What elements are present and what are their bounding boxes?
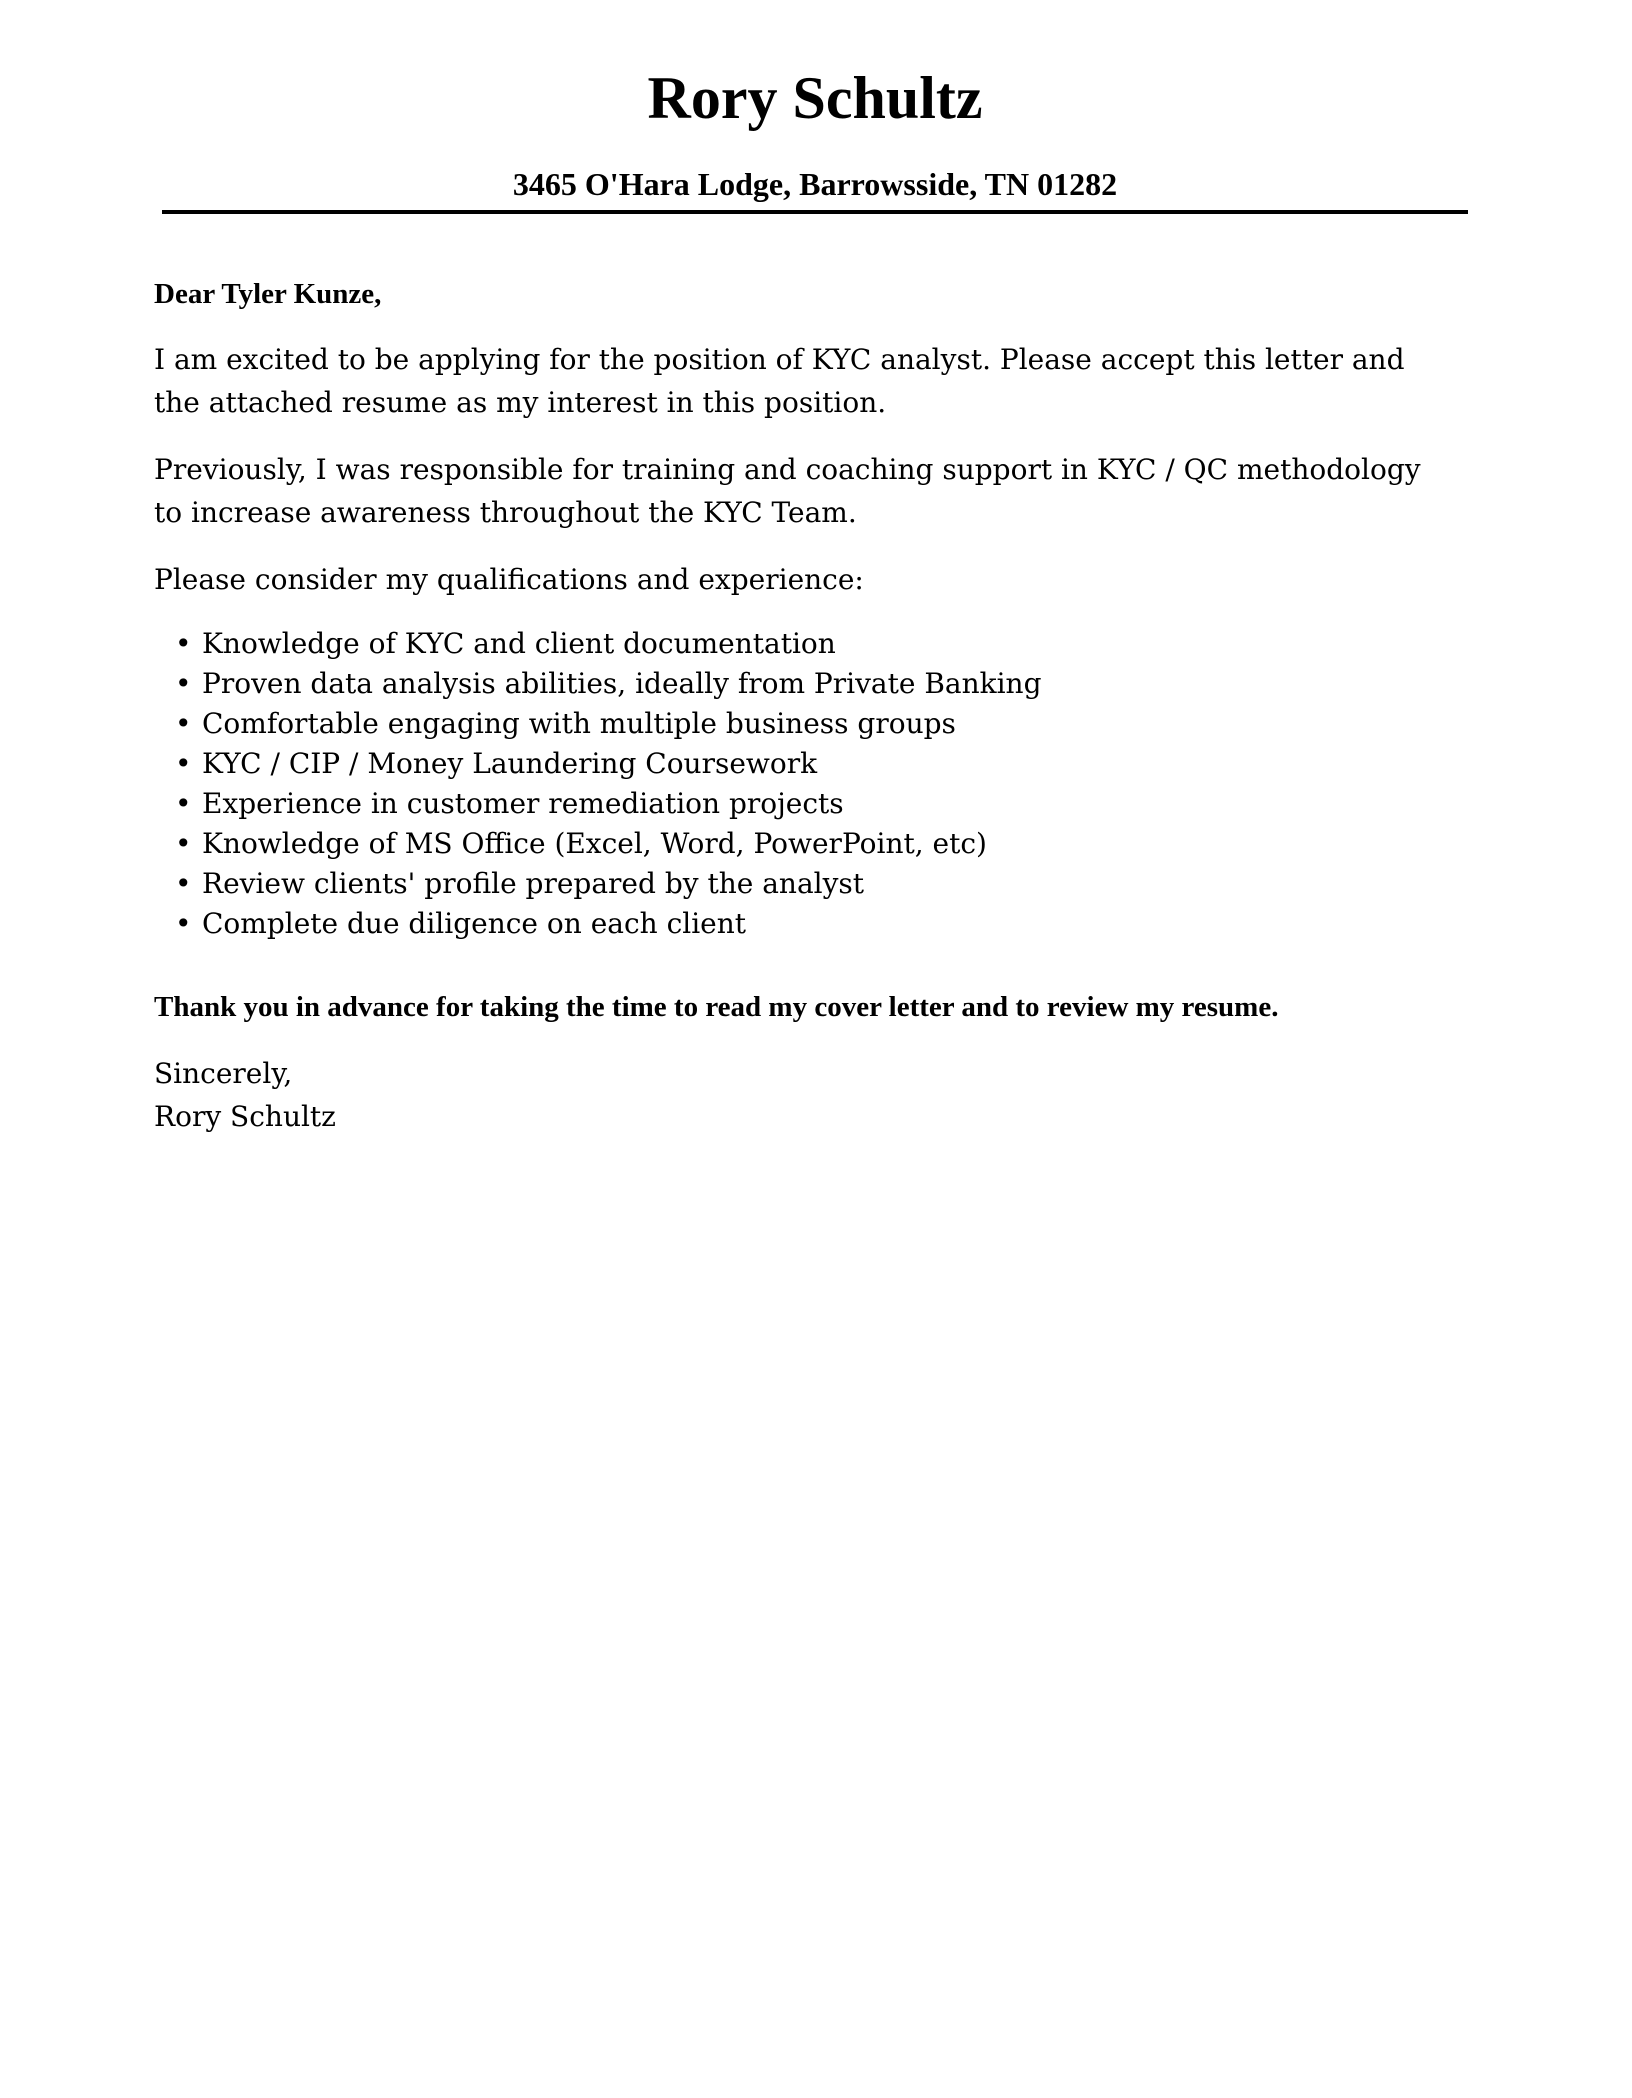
bullet-icon: • [175,627,192,660]
list-item [154,624,1454,664]
sender-name: Rory Schultz [647,65,983,131]
list-item-text: KYC / CIP / Money Laundering Coursework [202,747,818,780]
signature-name: Rory Schultz [154,1100,336,1133]
list-item-text: Knowledge of KYC and client documentation [202,627,836,660]
qualifications-intro: Please consider my qualifications and experience: [154,563,864,596]
thank-you-line: Thank you in advance for taking the time to read my cover letter and to review my resume. [154,991,1279,1023]
bullet-icon: • [175,827,192,860]
list-item [154,864,1454,904]
bullet-icon: • [175,667,192,700]
experience-paragraph: Previously, I was responsible for training and coaching support in KYC / QC methodology to increase awareness throughout the KYC Team. [154,453,1421,529]
greeting: Dear Tyler Kunze, [154,278,382,310]
letter-body [154,274,1454,1138]
letter-header [162,58,1468,202]
qualifications-list [154,624,1454,944]
list-item [154,824,1454,864]
list-item [154,784,1454,824]
intro-paragraph: I am excited to be applying for the position of KYC analyst. Please accept this letter and the attached resume as my interest in this position. [154,343,1405,419]
list-item [154,704,1454,744]
list-item-text: Complete due diligence on each client [202,907,747,940]
list-item [154,664,1454,704]
signoff: Sincerely, [154,1057,293,1090]
list-item-text: Review clients' profile prepared by the analyst [202,867,865,900]
list-item-text: Experience in customer remediation projects [202,787,844,820]
bullet-icon: • [175,787,192,820]
list-item [154,904,1454,944]
bullet-icon: • [175,747,192,780]
list-item [154,744,1454,784]
list-item-text: Comfortable engaging with multiple business groups [202,707,956,740]
list-item-text: Proven data analysis abilities, ideally from Private Banking [202,667,1042,700]
bullet-icon: • [175,707,192,740]
bullet-icon: • [175,867,192,900]
header-divider [162,210,1468,214]
list-item-text: Knowledge of MS Office (Excel, Word, PowerPoint, etc) [202,827,987,860]
bullet-icon: • [175,907,192,940]
sender-address: 3465 O'Hara Lodge, Barrowsside, TN 01282 [512,166,1118,202]
